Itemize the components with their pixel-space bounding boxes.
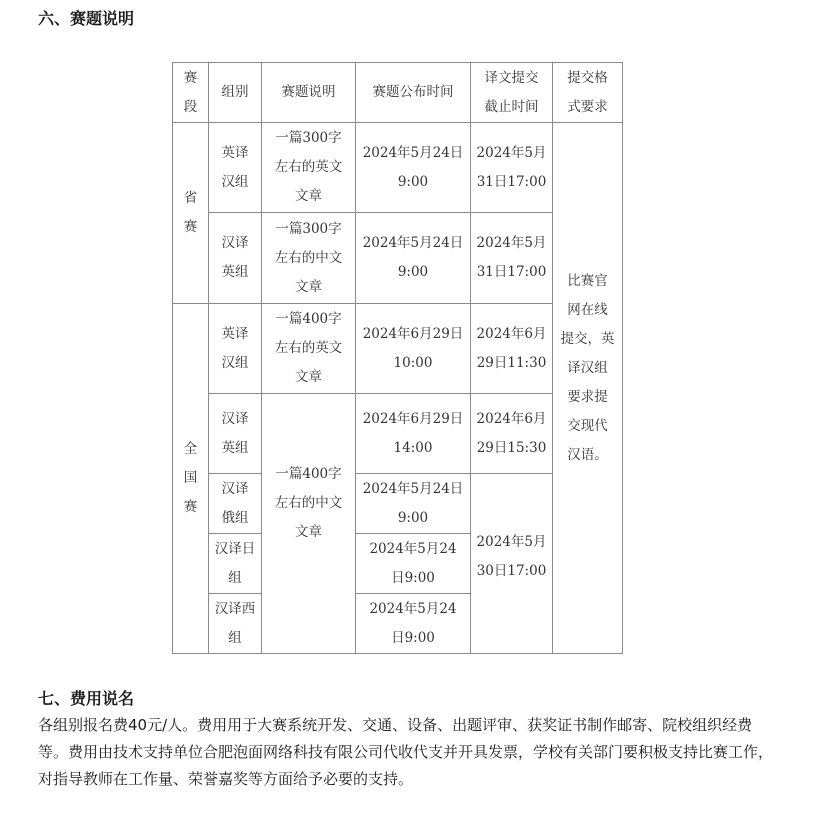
cell-group: 汉译 英组 xyxy=(209,213,262,304)
cell-desc: 一篇400字 左右的英文 文章 xyxy=(262,304,356,394)
cell-deadline: 2024年5月 30日17:00 xyxy=(471,474,553,654)
cell-publish: 2024年5月24日 9:00 xyxy=(356,213,471,304)
cell-desc: 一篇400字 左右的中文 文章 xyxy=(262,394,356,654)
cell-deadline: 2024年5月 31日17:00 xyxy=(471,123,553,213)
fee-description: 各组别报名费40元/人。费用用于大赛系统开发、交通、设备、出题评审、获奖证书制作邮寄、院校组织经费等。费用由技术支持单位合肥泡面网络科技有限公司代收代支并开具发票，学校有关部门要积极支持比赛工作，对指导教师在工作量、荣誉嘉奖等方面给予必要的支持。 xyxy=(38,716,774,788)
section-6-title: 六、赛题说明 xyxy=(38,9,135,28)
cell-group: 汉译日 组 xyxy=(209,534,262,594)
section-7-title: 七、费用说名 xyxy=(38,689,135,708)
cell-publish: 2024年6月29日 14:00 xyxy=(356,394,471,474)
table-row xyxy=(173,123,623,213)
cell-deadline: 2024年6月 29日11:30 xyxy=(471,304,553,394)
header-deadline: 译文提交 截止时间 xyxy=(471,63,553,123)
competition-schedule-table xyxy=(172,62,623,654)
table-header-row xyxy=(173,63,623,123)
cell-group: 汉译 俄组 xyxy=(209,474,262,534)
cell-group: 英译 汉组 xyxy=(209,123,262,213)
header-desc: 赛题说明 xyxy=(262,63,356,123)
cell-desc: 一篇300字 左右的英文 文章 xyxy=(262,123,356,213)
header-stage: 赛 段 xyxy=(173,63,209,123)
header-group: 组别 xyxy=(209,63,262,123)
cell-publish: 2024年6月29日 10:00 xyxy=(356,304,471,394)
cell-publish: 2024年5月24 日9:00 xyxy=(356,534,471,594)
cell-deadline: 2024年6月 29日15:30 xyxy=(471,394,553,474)
cell-publish: 2024年5月24日 9:00 xyxy=(356,474,471,534)
cell-desc: 一篇300字 左右的中文 文章 xyxy=(262,213,356,304)
stage-national: 全 国 赛 xyxy=(173,304,209,654)
cell-group: 英译 汉组 xyxy=(209,304,262,394)
stage-provincial: 省 赛 xyxy=(173,123,209,304)
cell-publish: 2024年5月24 日9:00 xyxy=(356,594,471,654)
cell-group: 汉译 英组 xyxy=(209,394,262,474)
header-publish-time: 赛题公布时间 xyxy=(356,63,471,123)
format-requirement: 比赛官 网在线 提交，英 译汉组 要求提 交现代 汉语。 xyxy=(553,123,623,654)
cell-deadline: 2024年5月 31日17:00 xyxy=(471,213,553,304)
header-format: 提交格 式要求 xyxy=(553,63,623,123)
cell-publish: 2024年5月24日 9:00 xyxy=(356,123,471,213)
cell-group: 汉译西 组 xyxy=(209,594,262,654)
